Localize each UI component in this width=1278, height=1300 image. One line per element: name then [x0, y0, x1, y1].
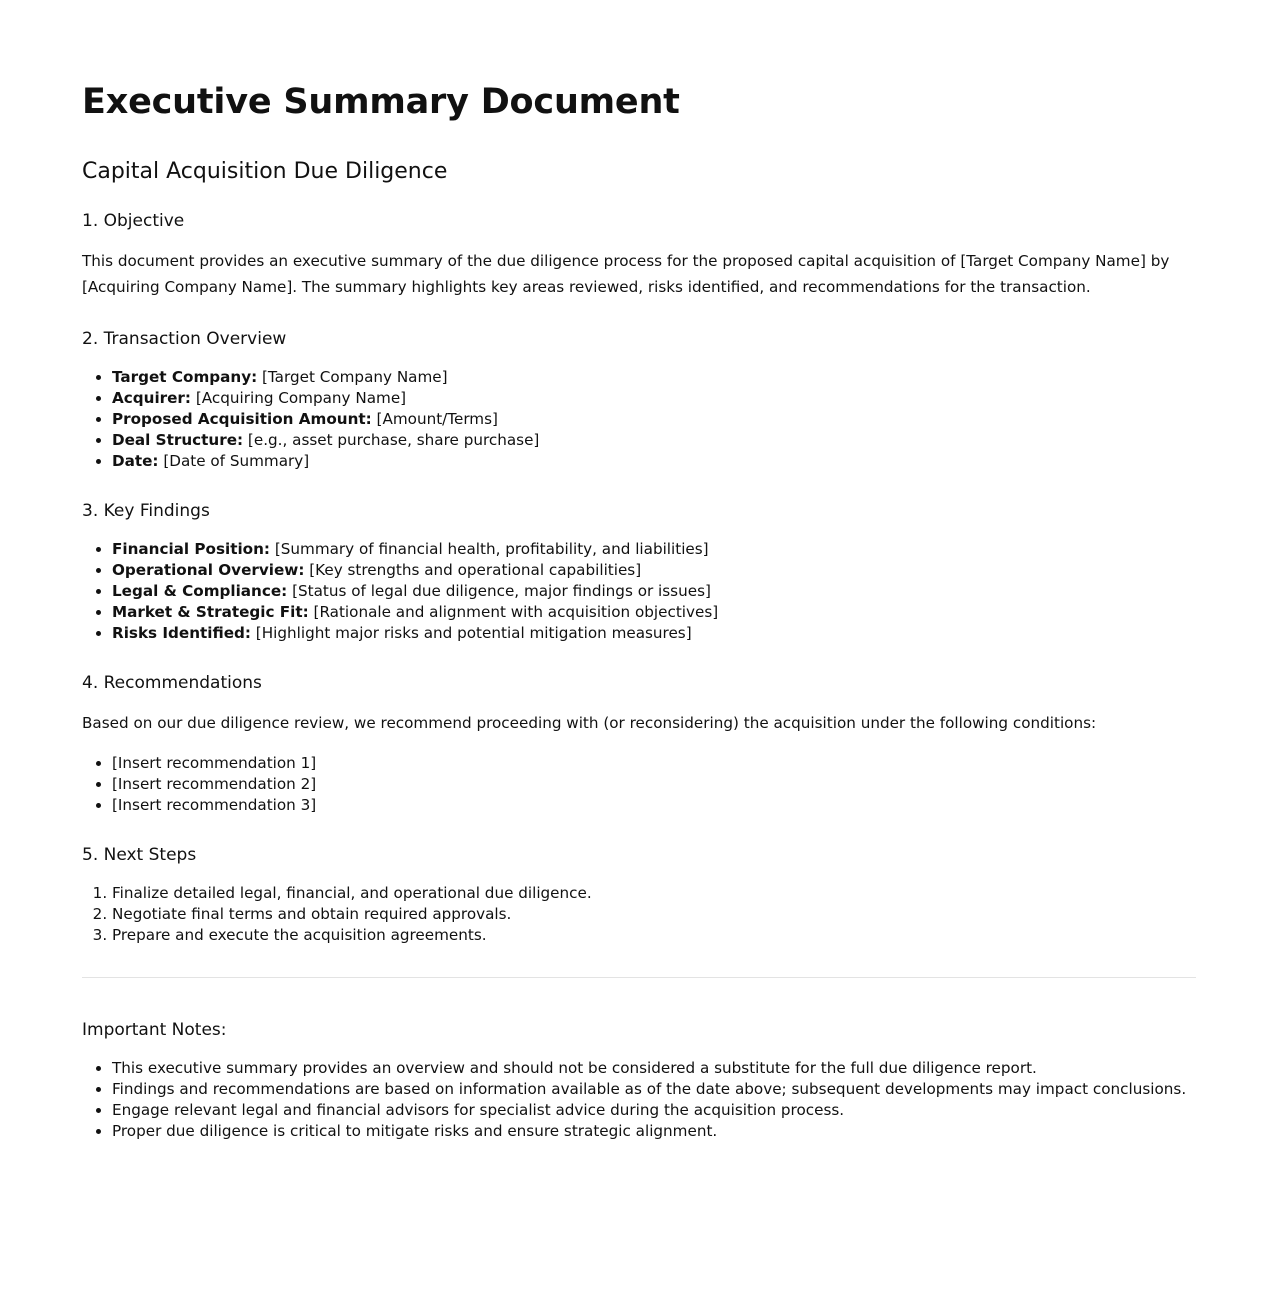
objective-text: This document provides an executive summary of the due diligence process for the proposed capital acquisition of [Target Company Name] by [Acquiring Company Name]. The summary highlights key areas reviewed, risks identified, and recommendations for the transaction.: [82, 252, 1170, 296]
list-item: [112, 602, 718, 623]
list-item: [112, 430, 539, 451]
list-item: 2. Negotiate final terms and obtain required approvals.: [112, 904, 592, 925]
item-value: [Highlight major risks and potential mitigation measures]: [250, 624, 692, 642]
item-label: Date:: [112, 452, 159, 470]
item-label: Deal Structure:: [112, 431, 244, 449]
next-steps-list: [82, 883, 592, 946]
list-item: [112, 451, 539, 472]
item-label: Risks Identified:: [112, 624, 251, 642]
list-item: 3. Prepare and execute the acquisition agreements.: [112, 925, 592, 946]
list-item: • [Insert recommendation 1]: [112, 753, 316, 774]
list-item: • Findings and recommendations are based on information available as of the date above; subsequent developments may impact conclusions.: [112, 1079, 1186, 1100]
item-value: [Summary of financial health, profitability, and liabilities]: [270, 540, 709, 558]
recommendations-heading: 4. Recommendations: [82, 673, 262, 693]
list-item: • Proper due diligence is critical to mitigate risks and ensure strategic alignment.: [112, 1121, 1186, 1142]
item-label: Target Company:: [112, 368, 258, 386]
list-item: [112, 409, 539, 430]
item-value: [Date of Summary]: [158, 452, 310, 470]
item-value: [Status of legal due diligence, major findings or issues]: [287, 582, 711, 600]
key-findings-heading: 3. Key Findings: [82, 501, 210, 521]
objective-heading: 1. Objective: [82, 211, 185, 231]
key-findings-list: [82, 539, 718, 644]
list-item: [112, 623, 718, 644]
item-label: Operational Overview:: [112, 561, 305, 579]
list-item: [112, 560, 718, 581]
important-notes-heading: Important Notes:: [82, 1020, 227, 1040]
item-value: [Target Company Name]: [257, 368, 448, 386]
document-subtitle: Capital Acquisition Due Diligence: [82, 159, 448, 184]
item-label: Legal & Compliance:: [112, 582, 288, 600]
item-label: Market & Strategic Fit:: [112, 603, 309, 621]
item-label: Financial Position:: [112, 540, 271, 558]
list-item: [112, 581, 718, 602]
item-value: [Rationale and alignment with acquisition objectives]: [308, 603, 719, 621]
next-steps-heading: 5. Next Steps: [82, 845, 197, 865]
list-item: [112, 367, 539, 388]
transaction-overview-list: [82, 367, 539, 472]
list-item: 1. Finalize detailed legal, financial, and operational due diligence.: [112, 883, 592, 904]
item-value: [Amount/Terms]: [371, 410, 498, 428]
item-label: Acquirer:: [112, 389, 192, 407]
important-notes-list: [82, 1058, 1186, 1142]
recommendations-list: [82, 753, 316, 816]
transaction-overview-heading: 2. Transaction Overview: [82, 329, 287, 349]
document-title: Executive Summary Document: [82, 82, 680, 122]
item-value: [Key strengths and operational capabilities]: [304, 561, 642, 579]
list-item: • This executive summary provides an overview and should not be considered a substitute for the full due diligence report.: [112, 1058, 1186, 1079]
list-item: [112, 388, 539, 409]
list-item: • Engage relevant legal and financial advisors for specialist advice during the acquisition process.: [112, 1100, 1186, 1121]
list-item: • [Insert recommendation 2]: [112, 774, 316, 795]
list-item: [112, 539, 718, 560]
list-item: • [Insert recommendation 3]: [112, 795, 316, 816]
section-divider: [82, 977, 1196, 978]
recommendations-intro: Based on our due diligence review, we recommend proceeding with (or reconsidering) the acquisition under the following conditions:: [82, 714, 1097, 732]
item-value: [e.g., asset purchase, share purchase]: [243, 431, 540, 449]
item-value: [Acquiring Company Name]: [191, 389, 407, 407]
item-label: Proposed Acquisition Amount:: [112, 410, 372, 428]
